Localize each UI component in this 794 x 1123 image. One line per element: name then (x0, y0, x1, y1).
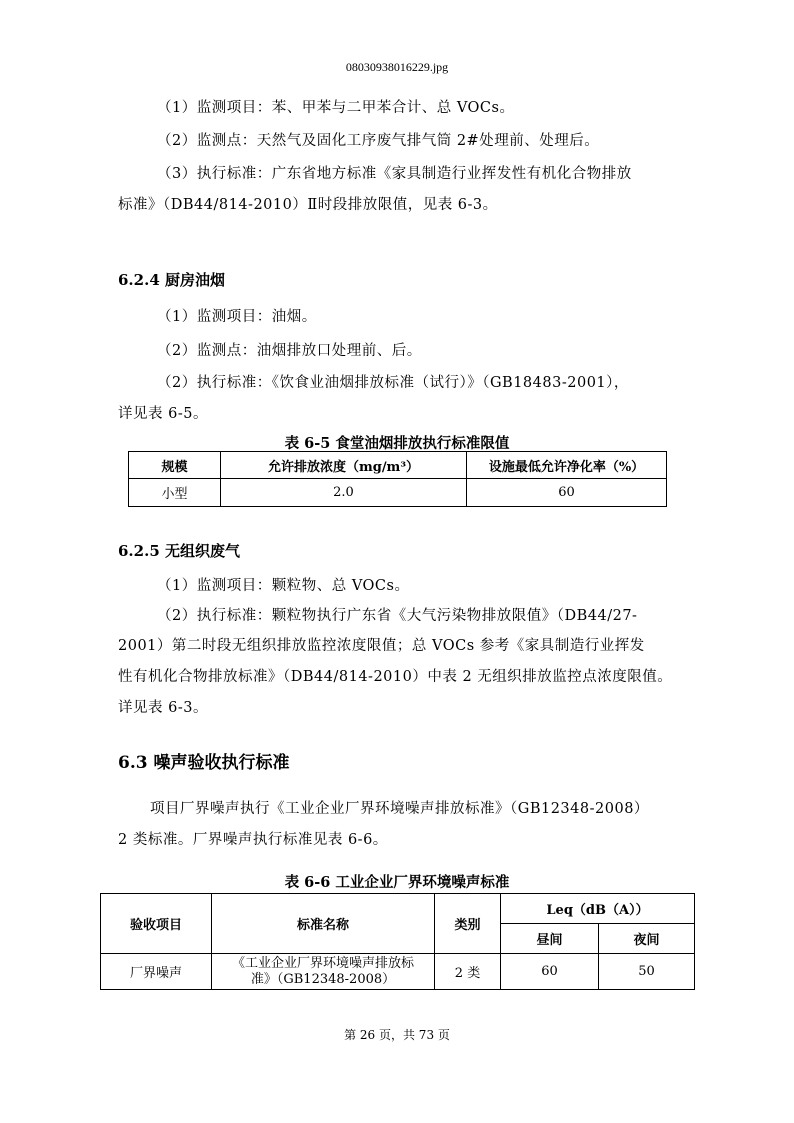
paragraph-line: （1）监测项目：颗粒物、总 VOCs。 (157, 578, 410, 594)
paragraph-line: 2 类标准。厂界噪声执行标准见表 6-6。 (118, 832, 388, 848)
paragraph-line: （2）监测点：油烟排放口处理前、后。 (157, 343, 422, 359)
paragraph-line: 项目厂界噪声执行《工业企业厂界环境噪声排放标准》（GB12348-2008） (150, 801, 649, 817)
table-cell: 2.0 (221, 479, 467, 507)
table-6-6 (100, 893, 695, 990)
table-cell: 厂界噪声 (101, 954, 212, 990)
paragraph-line: 详见表 6-3。 (118, 700, 208, 716)
table-header-row (101, 894, 695, 924)
section-heading-6-2-4: 6.2.4 厨房油烟 (118, 271, 225, 289)
table-cell: 2 类 (435, 954, 501, 990)
table-cell (212, 954, 435, 990)
paragraph-line: （2）执行标准：颗粒物执行广东省《大气污染物排放限值》（DB44/27- (157, 608, 638, 624)
table-header-cell: 允许排放浓度（mg/m³） (221, 452, 467, 479)
table-cell: 60 (501, 954, 599, 990)
table-header-cell: 标准名称 (212, 894, 435, 954)
table-header-cell: 昼间 (501, 924, 599, 954)
table-caption-6-5: 表 6-5 食堂油烟排放执行标准限值 (284, 435, 510, 452)
file-name-header: 08030938016229.jpg (345, 60, 449, 74)
standard-name-line: 《工业企业厂界环境噪声排放标 (231, 955, 414, 971)
table-header-cell: 夜间 (599, 924, 695, 954)
table-header-cell: 设施最低允许净化率（%） (467, 452, 667, 479)
table-header-cell: Leq（dB（A）） (501, 894, 695, 924)
table-cell: 60 (467, 479, 667, 507)
paragraph-line: （1）监测项目：油烟。 (157, 309, 317, 325)
table-header-cell: 规模 (129, 452, 221, 479)
paragraph-line: 2001）第二时段无组织排放监控浓度限值；总 VOCs 参考《家具制造行业挥发 (118, 638, 645, 654)
paragraph-line: （2）监测点：天然气及固化工序废气排气筒 2#处理前、处理后。 (157, 133, 600, 149)
paragraph-line: 性有机化合物排放标准》（DB44/814-2010）中表 2 无组织排放监控点浓度限值。 (118, 669, 673, 685)
table-cell: 小型 (129, 479, 221, 507)
table-6-5 (128, 451, 667, 507)
section-heading-6-3: 6.3 噪声验收执行标准 (118, 753, 290, 773)
table-row (129, 479, 667, 507)
table-header-cell: 类别 (435, 894, 501, 954)
table-header-cell: 验收项目 (101, 894, 212, 954)
paragraph-line: （1）监测项目：苯、甲苯与二甲苯合计、总 VOCs。 (157, 100, 515, 116)
table-cell: 50 (599, 954, 695, 990)
paragraph-line: （3）执行标准：广东省地方标准《家具制造行业挥发性有机化合物排放 (157, 166, 632, 182)
table-row (101, 954, 695, 990)
table-header-row (129, 452, 667, 479)
section-heading-6-2-5: 6.2.5 无组织废气 (118, 542, 240, 560)
page-number-footer: 第 26 页，共 73 页 (344, 1028, 450, 1042)
paragraph-line: 标准》（DB44/814-2010）Ⅱ时段排放限值，见表 6-3。 (118, 197, 498, 213)
standard-name-line: 准》（GB12348-2008） (250, 971, 396, 987)
table-caption-6-6: 表 6-6 工业企业厂界环境噪声标准 (284, 874, 510, 891)
paragraph-line: （2）执行标准：《饮食业油烟排放标准（试行）》（GB18483-2001）， (157, 375, 629, 391)
paragraph-line: 详见表 6-5。 (118, 406, 208, 422)
